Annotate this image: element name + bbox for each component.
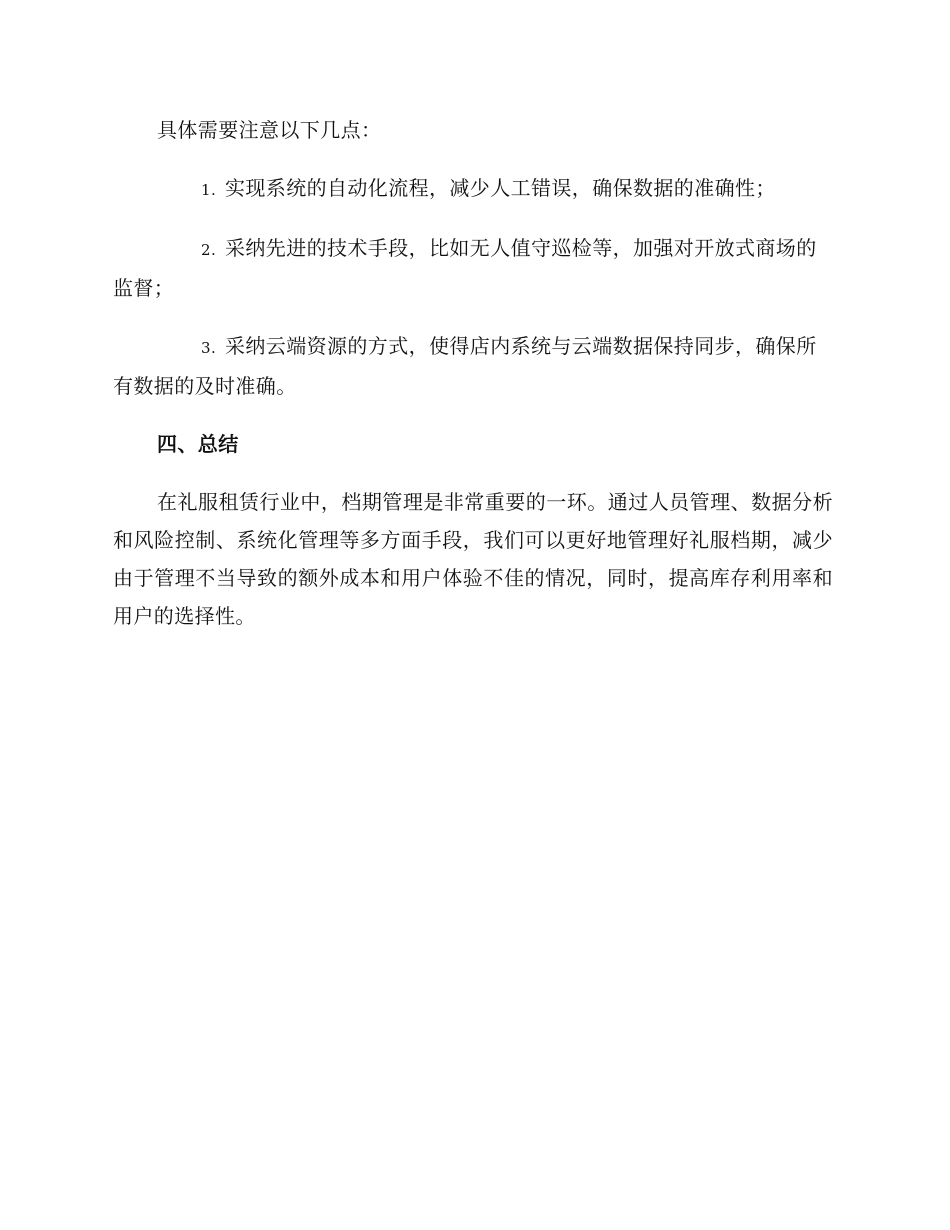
- section-heading: 四、总结: [157, 432, 239, 456]
- summary-paragraph: 在礼服租赁行业中，档期管理是非常重要的一环。通过人员管理、数据分析和风险控制、系统化管理等多方面手段，我们可以更好地管理好礼服档期，减少由于管理不当导致的额外成本和用户体验不佳的情况，同时，提高库存利用率和用户的选择性。: [113, 490, 833, 628]
- list-item-number: 3.: [201, 339, 217, 357]
- list-item-number: 1.: [201, 181, 217, 199]
- list-item-text: 采纳先进的技术手段，比如无人值守巡检等，加强对开放式商场的监督；: [113, 236, 817, 300]
- list-item-number: 2.: [201, 241, 217, 259]
- list-item-text: 实现系统的自动化流程，减少人工错误，确保数据的准确性；: [225, 176, 776, 200]
- list-item-text: 采纳云端资源的方式，使得店内系统与云端数据保持同步，确保所有数据的及时准确。: [113, 334, 817, 398]
- list-item: [113, 229, 833, 307]
- list-item: [113, 327, 833, 405]
- list-item: [113, 169, 833, 209]
- document-page: [113, 111, 833, 635]
- intro-paragraph: 具体需要注意以下几点：: [157, 118, 382, 142]
